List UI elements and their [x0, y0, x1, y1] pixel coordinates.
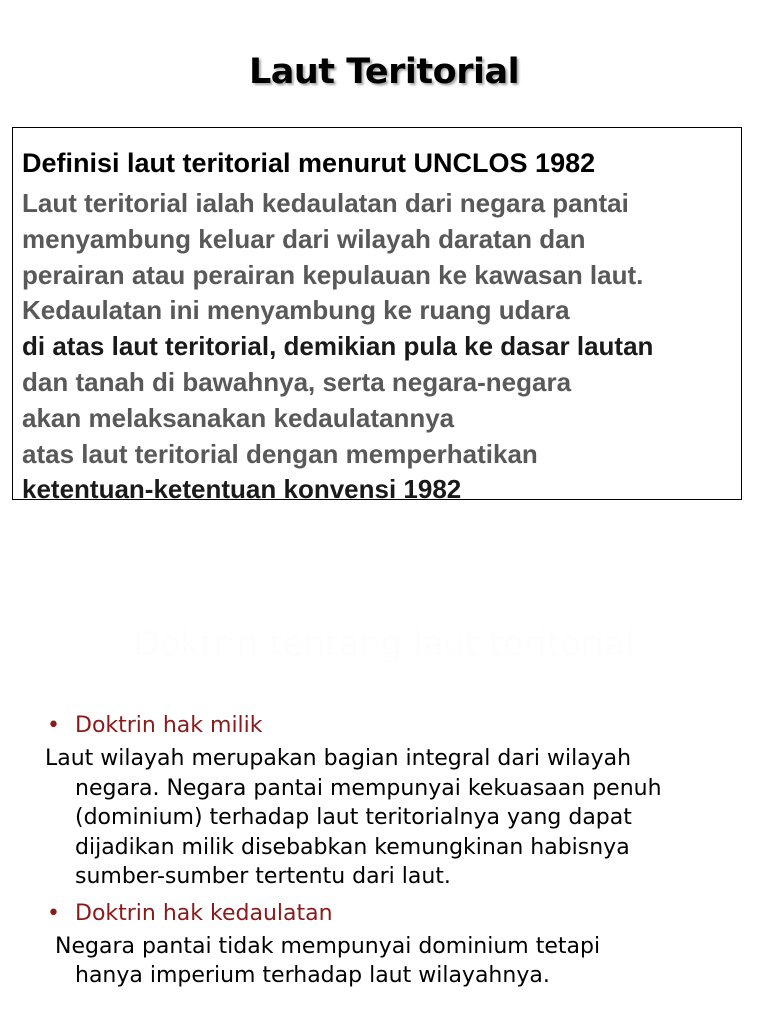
- description-line: dijadikan milik disebabkan kemungkinan habisnya: [75, 834, 630, 860]
- definition-box: [12, 127, 742, 500]
- doctrine-item-hak-kedaulatan: [45, 896, 745, 932]
- doctrine-heading: Doktrin tentang laut teritorial: [133, 624, 635, 664]
- definition-line: di atas laut teritorial, demikian pula ke dasar lautan: [22, 331, 654, 362]
- description-line: sumber-sumber tertentu dari laut.: [75, 864, 451, 889]
- definition-line: perairan atau perairan kepulauan ke kawasan laut.: [22, 259, 644, 290]
- definition-line: dan tanah di bawahnya, serta negara-negara: [22, 366, 572, 397]
- description-line: negara. Negara pantai mempunyai kekuasaan penuh: [75, 775, 662, 801]
- definition-line: atas laut teritorial dengan memperhatikan: [22, 438, 538, 469]
- definition-line: ketentuan-ketentuan konvensi 1982: [22, 474, 462, 500]
- definition-line: Kedaulatan ini menyambung ke ruang udara: [22, 295, 570, 326]
- definition-line: akan melaksanakan kedaulatannya: [22, 402, 455, 433]
- definition-line: Laut teritorial ialah kedaulatan dari negara pantai: [22, 188, 629, 218]
- definition-heading: Definisi laut teritorial menurut UNCLOS 1982: [22, 148, 596, 178]
- doctrine-item-hak-milik: [45, 708, 745, 744]
- description-line: hanya imperium terhadap laut wilayahnya.: [75, 963, 550, 988]
- bullet-icon: •: [47, 713, 60, 738]
- definition-line: menyambung keluar dari wilayah daratan dan: [22, 223, 586, 254]
- page-title: Laut Teritorial: [248, 52, 520, 92]
- doctrine-name: Doktrin hak milik: [75, 713, 263, 738]
- bullet-icon: •: [47, 900, 60, 926]
- doctrine-name: Doktrin hak kedaulatan: [75, 900, 333, 926]
- doctrine-list: [45, 708, 745, 991]
- definition-body: [22, 186, 653, 500]
- description-line: Negara pantai tidak mempunyai dominium tetapi: [55, 933, 601, 959]
- doctrine-description: [45, 744, 745, 892]
- description-line: Laut wilayah merupakan bagian integral dari wilayah: [45, 746, 632, 771]
- description-line: (dominium) terhadap laut teritorialnya yang dapat: [75, 805, 632, 830]
- doctrine-description: [45, 932, 745, 991]
